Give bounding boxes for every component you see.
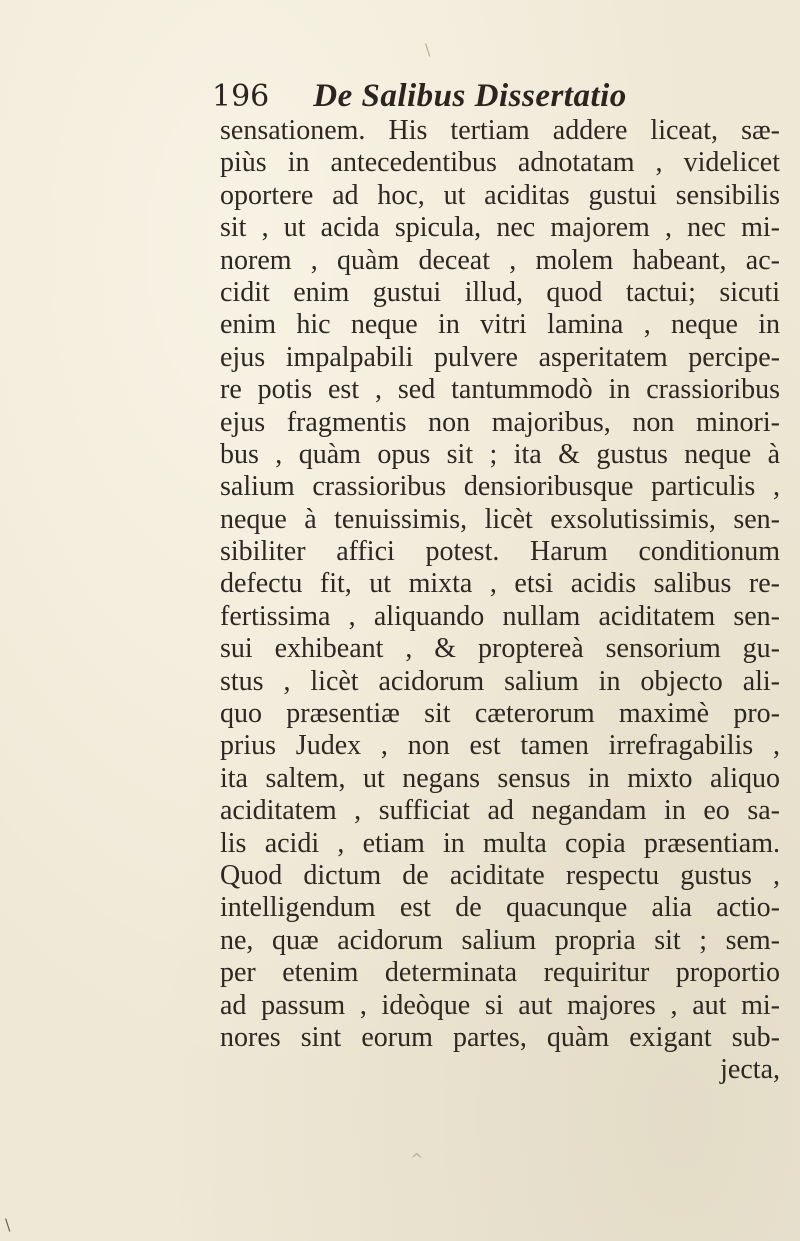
text-line: stus , licèt acidorum salium in objecto ali- (220, 665, 780, 697)
text-line: nores sint eorum partes, quàm exigant sub- (220, 1021, 780, 1053)
page-header (212, 78, 627, 118)
running-head: De Salibus Dissertatio (313, 78, 627, 114)
text-line: bus , quàm opus sit ; ita & gustus neque à (220, 438, 780, 470)
text-line: sui exhibeant , & proptereà sensorium gu- (220, 633, 780, 665)
paper-speck: \ (425, 40, 431, 59)
text-line: re potis est , sed tantummodò in crassioribus (220, 374, 780, 406)
text-line: salium crassioribus densioribusque particulis , (220, 471, 780, 503)
text-line: neque à tenuissimis, licèt exsolutissimis, sen- (220, 503, 780, 535)
text-line: ne, quæ acidorum salium propria sit ; sem- (220, 924, 780, 956)
text-line: fertissima , aliquando nullam aciditatem sen- (220, 600, 780, 632)
body-text (220, 115, 780, 1087)
text-line: intelligendum est de quacunque alia actio- (220, 892, 780, 924)
paper-speck: \ (5, 1215, 11, 1234)
text-line: Quod dictum de aciditate respectu gustus , (220, 859, 780, 891)
text-line: defectu fit, ut mixta , etsi acidis salibus re- (220, 568, 780, 600)
text-line: lis acidi , etiam in multa copia præsentiam. (220, 827, 780, 859)
text-line: ejus fragmentis non majoribus, non minori- (220, 406, 780, 438)
paper-speck: ^ (410, 1150, 424, 1169)
text-line: piùs in antecedentibus adnotatam , videlicet (220, 147, 780, 179)
text-line: sit , ut acida spicula, nec majorem , nec mi- (220, 212, 780, 244)
text-line: prius Judex , non est tamen irrefragabilis , (220, 730, 780, 762)
page-number: 196 (212, 79, 270, 114)
text-line: enim hic neque in vitri lamina , neque in (220, 309, 780, 341)
text-line: per etenim determinata requiritur proportio (220, 957, 780, 989)
text-line: quo præsentiæ sit cæterorum maximè pro- (220, 698, 780, 730)
text-line: oportere ad hoc, ut aciditas gustui sensibilis (220, 179, 780, 211)
catchword: jecta, (720, 1054, 780, 1086)
text-line: ita saltem, ut negans sensus in mixto aliquo (220, 762, 780, 794)
text-line: sensationem. His tertiam addere liceat, sæ- (220, 115, 780, 146)
text-line: aciditatem , sufficiat ad negandam in eo sa- (220, 795, 780, 827)
text-line: norem , quàm deceat , molem habeant, ac- (220, 244, 780, 276)
text-line: cidit enim gustui illud, quod tactui; sicuti (220, 276, 780, 308)
text-line: ejus impalpabili pulvere asperitatem percipe- (220, 341, 780, 373)
text-line: sibiliter affici potest. Harum conditionum (220, 536, 780, 568)
text-line: ad passum , ideòque si aut majores , aut mi- (220, 989, 780, 1021)
